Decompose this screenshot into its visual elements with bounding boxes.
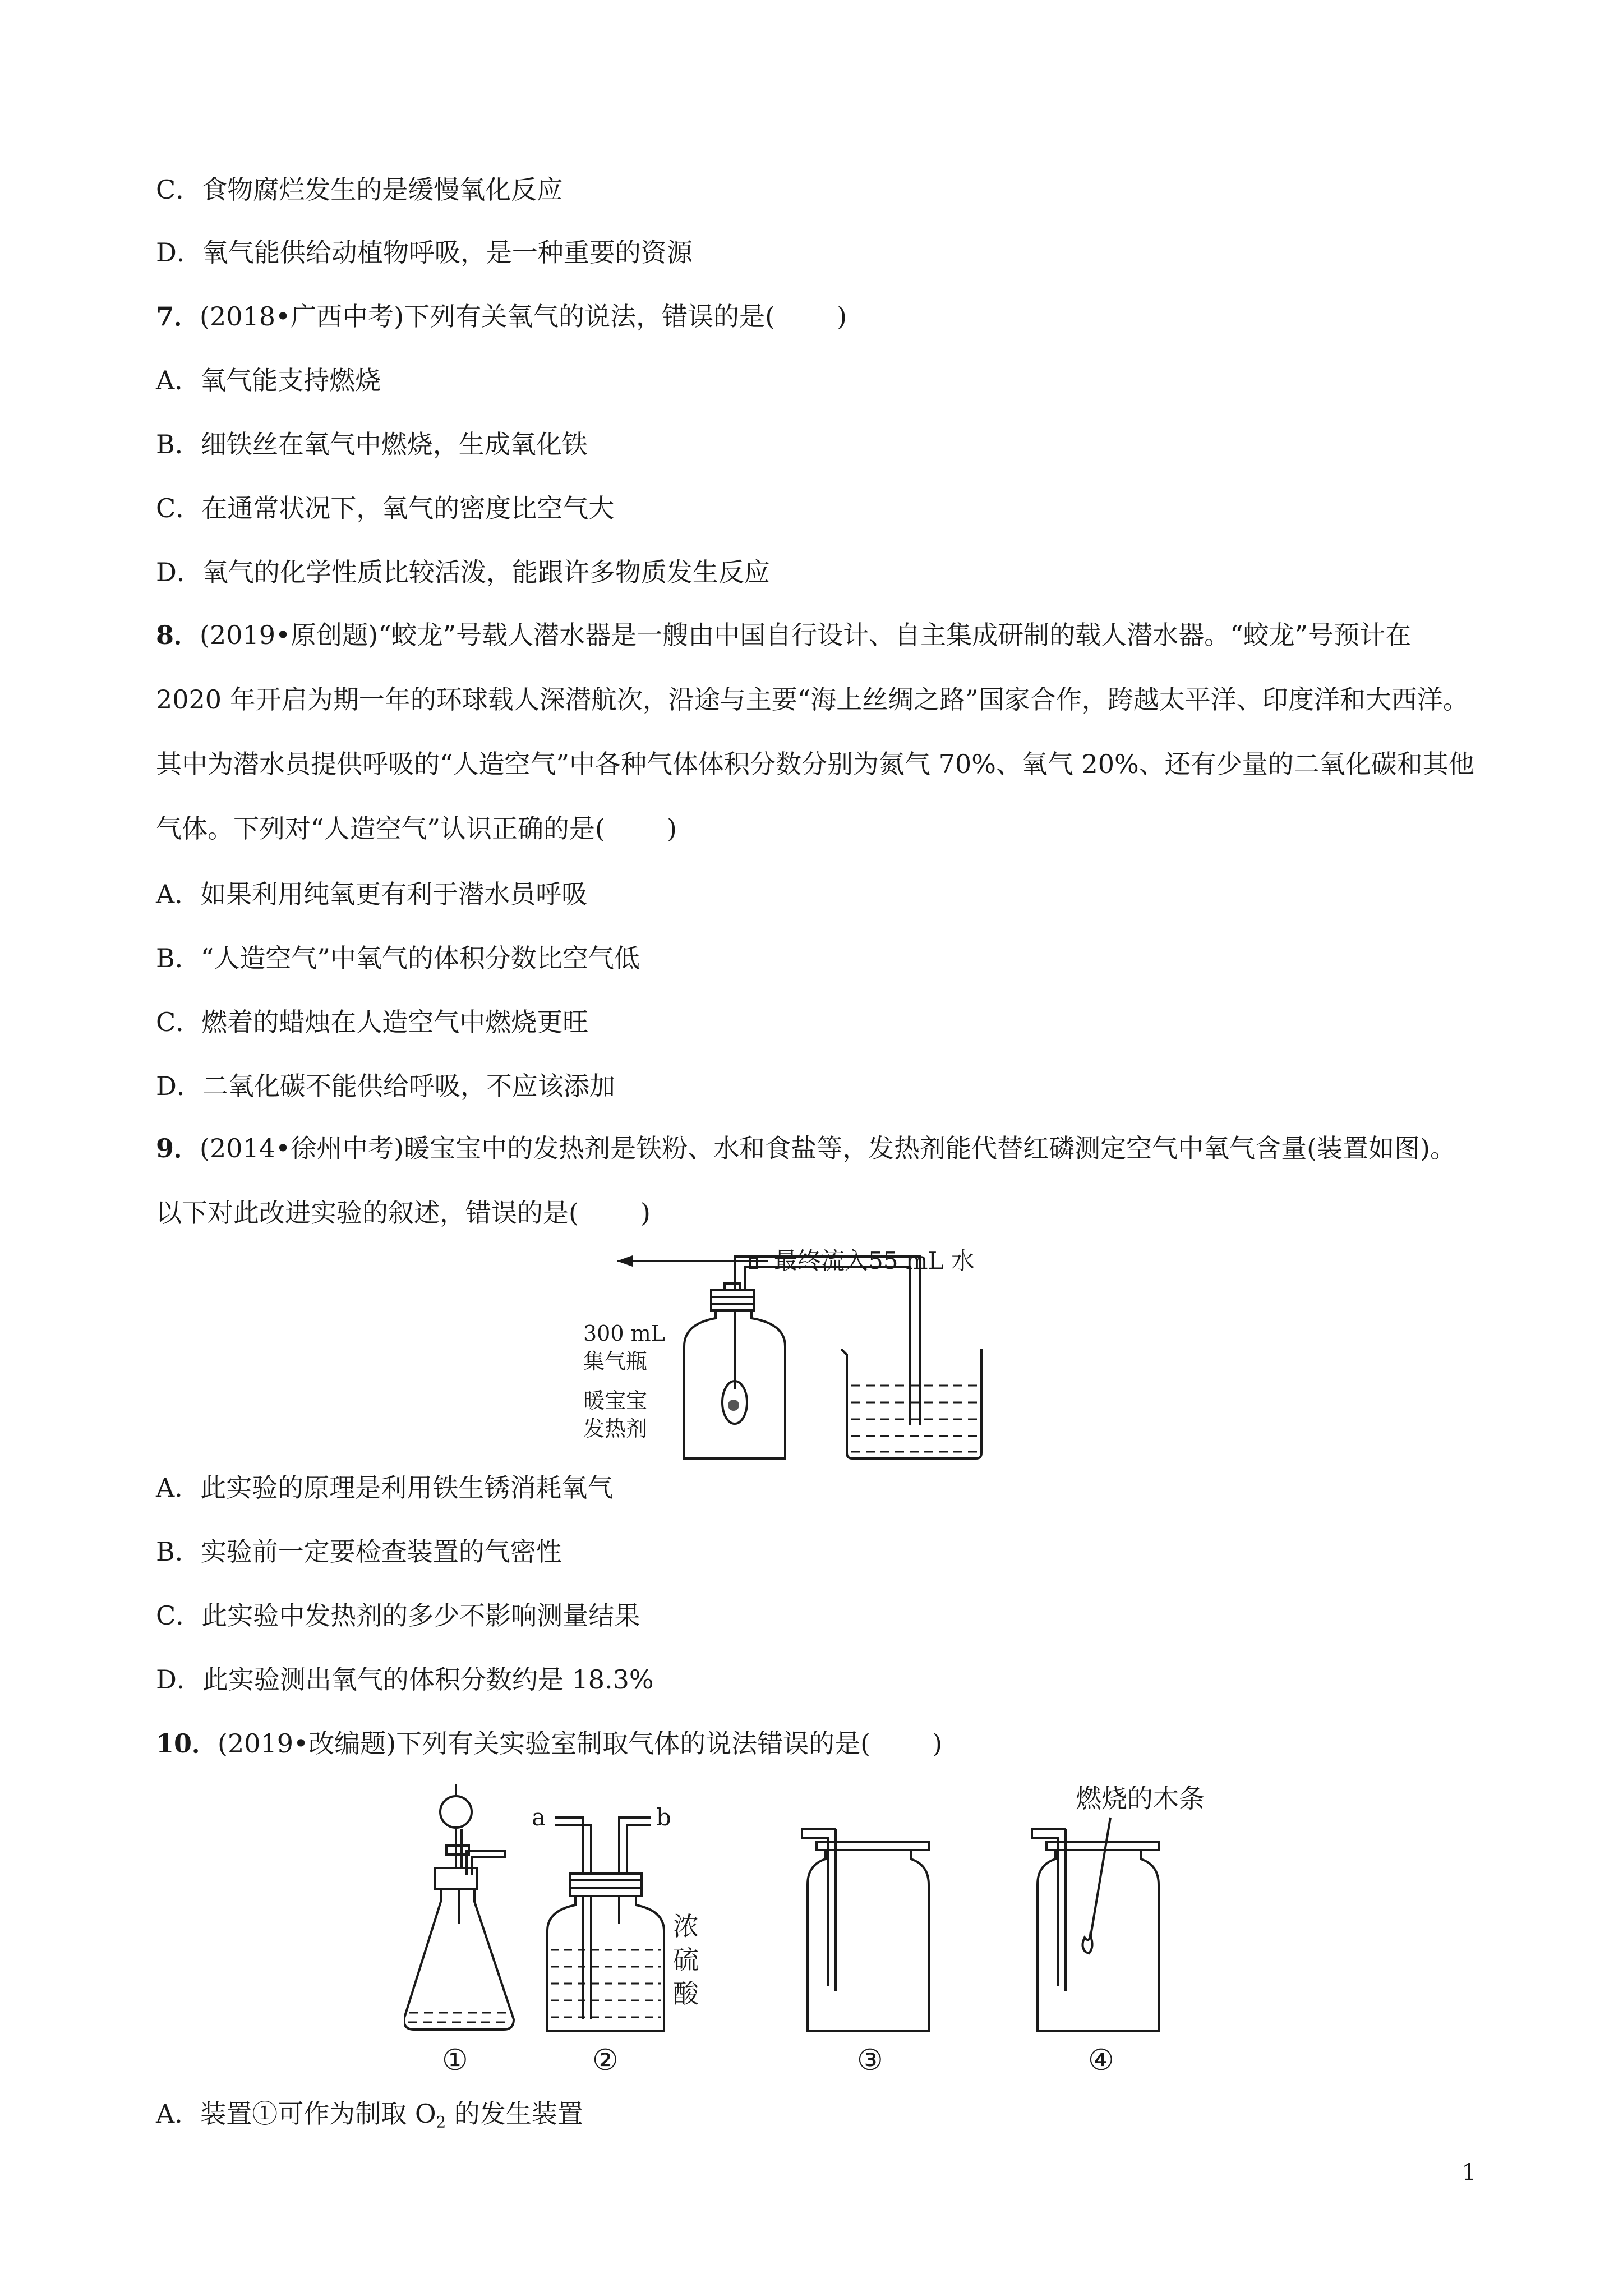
flow-arrow-head <box>617 1255 633 1267</box>
agent-label-1: 暖宝宝 <box>583 1388 648 1413</box>
q9-option-a: A．此实验的原理是利用铁生锈消耗氧气 <box>156 1473 614 1503</box>
caption-4: ④ <box>1088 2044 1114 2077</box>
glass-tube <box>735 1257 920 1425</box>
acid-label-2: 硫 <box>673 1945 699 1975</box>
beaker-water <box>851 1386 977 1452</box>
q10-number: 10． <box>156 1728 218 1759</box>
page-number: 1 <box>1461 2160 1476 2185</box>
q10-stem <box>156 1727 942 1760</box>
caption-2: ② <box>592 2044 619 2077</box>
label-a: a <box>532 1803 546 1831</box>
bottle-name-label: 集气瓶 <box>583 1349 648 1374</box>
q8-stem-text: (2019•原创题)“蛟龙”号载人潜水器是一艘由中国自行设计、自主集成研制的载人潜水器。“蛟龙”号预计在 2020 年开启为期一年的环球载人深潜航次，沿途与主要“海上丝绸之路”国家合作，跨越太平洋、印度洋和大西洋。其中为潜水员提供呼吸的“人造空气”中各种气体体积分数分别为氮气 70%、氧气 20%、还有少量的二氧化碳和其他气体。下列对“人造空气”认识正确的是( <box>156 620 1474 844</box>
q9-number: 9． <box>156 1133 200 1163</box>
burning-stick <box>1088 1818 1110 1952</box>
q10-apparatus-figure <box>404 1784 1279 2098</box>
glass-tube-inner <box>745 1267 910 1425</box>
flame-icon <box>1082 1935 1092 1953</box>
apparatus-1-flask <box>404 1784 514 2030</box>
bottle-volume-label: 300 mL <box>583 1321 665 1346</box>
apparatus-4-collecting-bottle <box>1032 1818 1159 2031</box>
q9-close: ) <box>640 1198 651 1228</box>
q9-option-c: C．此实验中发热剂的多少不影响测量结果 <box>156 1600 640 1631</box>
q8-option-b: B．“人造空气”中氧气的体积分数比空气低 <box>156 943 640 973</box>
q10-option-a: A．装置①可作为制取 $O_2$ 的发生装置 <box>156 2099 583 2132</box>
stick-label: 燃烧的木条 <box>1076 1784 1205 1814</box>
caption-3: ③ <box>857 2044 883 2077</box>
q7-number: 7． <box>156 301 200 332</box>
q7-option-b: B．细铁丝在氧气中燃烧，生成氧化铁 <box>156 429 588 459</box>
q8-number: 8． <box>156 620 200 650</box>
q7-stem <box>156 300 847 333</box>
q6-option-d: D．氧气能供给动植物呼吸，是一种重要的资源 <box>156 237 693 268</box>
q9-option-b: B．实验前一定要检查装置的气密性 <box>156 1536 562 1567</box>
q6-option-c: C．食物腐烂发生的是缓慢氧化反应 <box>156 174 563 205</box>
q7-option-d: D．氧气的化学性质比较活泼，能跟许多物质发生反应 <box>156 557 770 587</box>
q9-stem <box>156 1116 1479 1245</box>
q8-stem <box>156 603 1479 861</box>
q9-option-d: D．此实验测出氧气的体积分数约是 18.3% <box>156 1664 654 1695</box>
bottle-stopper <box>711 1290 754 1310</box>
q7-close: ) <box>837 301 847 332</box>
beaker <box>841 1349 981 1458</box>
q9-stem-text: (2014•徐州中考)暖宝宝中的发热剂是铁粉、水和食盐等，发热剂能代替红磷测定空气中氧气含量(装置如图)。以下对此改进实验的叙述，错误的是( <box>156 1133 1456 1228</box>
agent-label-2: 发热剂 <box>583 1416 648 1441</box>
apparatus-2-wash-bottle <box>547 1818 664 2031</box>
q8-option-a: A．如果利用纯氧更有利于潜水员呼吸 <box>156 879 588 909</box>
flow-arrow-label: 最终流入55 mL 水 <box>774 1247 975 1274</box>
caption-1: ① <box>442 2044 468 2077</box>
q8-option-d: D．二氧化碳不能供给呼吸，不应该添加 <box>156 1071 615 1101</box>
q7-option-c: C．在通常状况下，氧气的密度比空气大 <box>156 493 615 523</box>
q7-option-a: A．氧气能支持燃烧 <box>156 365 381 395</box>
acid-label-1: 浓 <box>673 1911 699 1941</box>
q10-close: ) <box>932 1728 943 1759</box>
apparatus-3-collecting-bottle <box>802 1829 929 2031</box>
label-b: b <box>656 1803 671 1831</box>
acid-label-3: 酸 <box>673 1978 699 2009</box>
heat-agent <box>728 1400 739 1411</box>
q10-stem-text: (2019•改编题)下列有关实验室制取气体的说法错误的是( <box>218 1728 871 1759</box>
q7-stem-text: (2018•广西中考)下列有关氧气的说法，错误的是( <box>200 301 776 332</box>
q9-apparatus-figure <box>583 1234 1032 1470</box>
q8-option-c: C．燃着的蜡烛在人造空气中燃烧更旺 <box>156 1007 589 1037</box>
q8-close: ) <box>666 813 677 844</box>
